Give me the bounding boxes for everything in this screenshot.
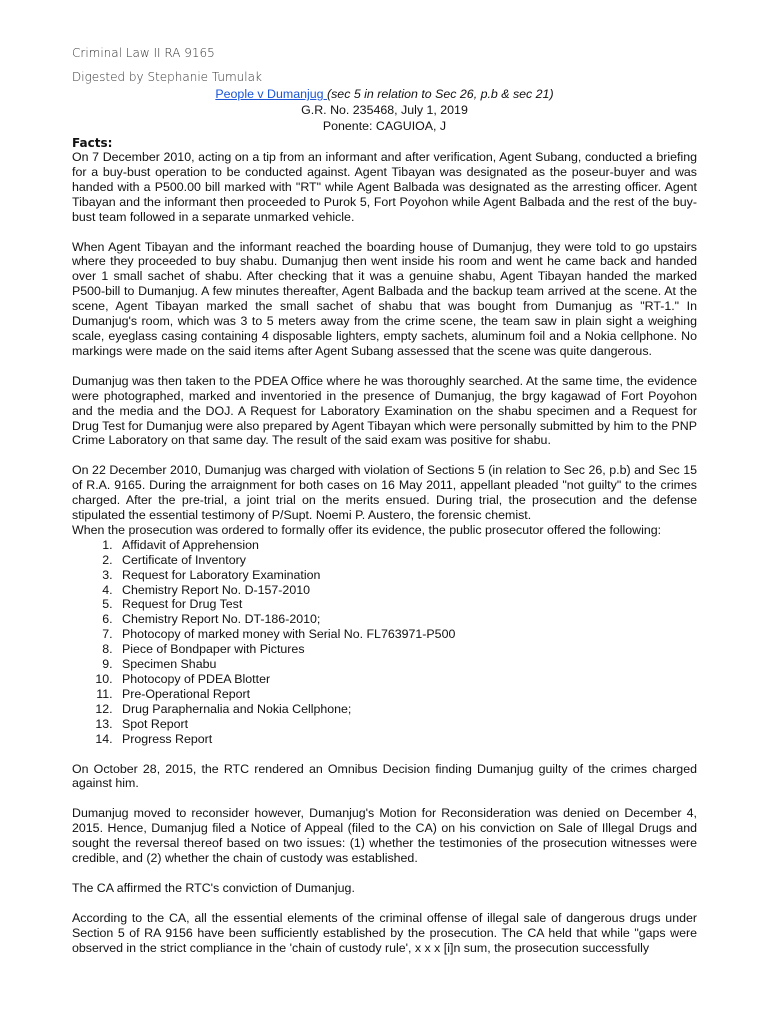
facts-paragraph-5: When the prosecution was ordered to formally offer its evidence, the public prosecutor offered the following:: [72, 522, 662, 537]
evidence-list: [72, 538, 697, 747]
list-item: 11. Pre-Operational Report: [116, 687, 697, 702]
facts-paragraph-2: When Agent Tibayan and the informant reached the boarding house of Dumanjug, they were told to go upstairs where they proceeded to buy shabu. Dumanjug then went inside his room and went he came back and handed over 1 small sachet of shabu. After checking that it was a genuine shabu, Agent Tibayan handed the marked P500-bill to Dumanjug. A few minutes thereafter, Agent Balbada and the backup team arrived at the scene. At the scene, Agent Tibayan marked the small sachet of shabu that was bought from Dumanjug as "RT-1." In Dumanjug's room, which was 3 to 5 meters away from the crime scene, the team saw in plain sight a weighing scale, eyeglass casing containing 4 disposable lighters, empty sachets, aluminum foil and a Nokia cellphone. No markings were made on the said items after Agent Subang assessed that the scene was quite dangerous.: [72, 239, 697, 358]
list-item: 1. Affidavit of Apprehension: [116, 538, 697, 553]
list-item: 4. Chemistry Report No. D-157-2010: [116, 583, 697, 598]
list-item: 5. Request for Drug Test: [116, 597, 697, 612]
list-item: 13. Spot Report: [116, 717, 697, 732]
facts-paragraph-3: Dumanjug was then taken to the PDEA Office where he was thoroughly searched. At the same time, the evidence were photographed, marked and inventoried in the presence of Dumanjug, the brgy kagawad of Fort Poyohon and the media and the DOJ. A Request for Laboratory Examination on the shabu specimen and a Request for Drug Test for Dumanjug were also prepared by Agent Tibayan which were personally submitted by him to the PNP Crime Laboratory on that same day. The result of the said exam was positive for shabu.: [72, 373, 697, 448]
list-item: 3. Request for Laboratory Examination: [116, 568, 697, 583]
case-ponente: Ponente: CAGUIOA, J: [322, 119, 447, 133]
facts-heading: Facts:: [72, 136, 113, 150]
list-item: 10. Photocopy of PDEA Blotter: [116, 672, 697, 687]
list-item: 7. Photocopy of marked money with Serial No. FL763971-P500: [116, 627, 697, 642]
case-gr-number: G.R. No. 235468, July 1, 2019: [301, 103, 468, 117]
facts-paragraph-1: On 7 December 2010, acting on a tip from an informant and after verification, Agent Subang, conducted a briefing for a buy-bust operation to be conducted against. Agent Tibayan was designated as the poseur-buyer and was handed with a P500.00 bill marked with "RT" while Agent Balbada was designated as the arresting officer. Agent Tibayan and the informant then proceeded to Purok 5, Fort Poyohon while Agent Balbada and the rest of the buy-bust team followed in a separate unmarked vehicle.: [72, 150, 697, 224]
list-item: 2. Certificate of Inventory: [116, 553, 697, 568]
list-item: 12. Drug Paraphernalia and Nokia Cellphone;: [116, 702, 697, 717]
list-item: 9. Specimen Shabu: [116, 657, 697, 672]
facts-paragraph-9: According to the CA, all the essential elements of the criminal offense of illegal sale of dangerous drugs under Section 5 of RA 9156 have been sufficiently established by the prosecution. The CA held that while "gaps were observed in the strict compliance in the 'chain of custody rule', x x x [i]n sum, the prosecution successfully: [72, 910, 697, 955]
list-item: 6. Chemistry Report No. DT-186-2010;: [116, 612, 697, 627]
digest-author: Digested by Stephanie Tumulak: [72, 70, 262, 84]
document-page: [72, 44, 697, 971]
list-item: 14. Progress Report: [116, 732, 697, 747]
case-title-line: [72, 86, 697, 102]
case-title-link[interactable]: People v Dumanjug: [215, 87, 327, 101]
facts-paragraph-4: On 22 December 2010, Dumanjug was charged with violation of Sections 5 (in relation to Sec 26, p.b) and Sec 15 of R.A. 9165. During the arraignment for both cases on 16 May 2011, appellant pleaded "not guilty" to the crimes charged. After the pre-trial, a joint trial on the merits ensued. During trial, the prosecution and the defense stipulated the essential testimony of P/Supt. Noemi P. Austero, the forensic chemist.: [72, 463, 697, 523]
course-title: Criminal Law II RA 9165: [72, 46, 215, 60]
case-sections-note: (sec 5 in relation to Sec 26, p.b & sec 21): [326, 87, 554, 101]
list-item: 8. Piece of Bondpaper with Pictures: [116, 642, 697, 657]
facts-paragraph-6: On October 28, 2015, the RTC rendered an Omnibus Decision finding Dumanjug guilty of the crimes charged against him.: [72, 761, 697, 791]
facts-paragraph-8: The CA affirmed the RTC's conviction of Dumanjug.: [72, 880, 355, 895]
facts-paragraph-7: Dumanjug moved to reconsider however, Dumanjug's Motion for Reconsideration was denied on December 4, 2015. Hence, Dumanjug filed a Notice of Appeal (filed to the CA) on his conviction on Sale of Illegal Drugs and sought the reversal thereof based on two issues: (1) whether the testimonies of the prosecution witnesses were credible, and (2) whether the chain of custody was established.: [72, 806, 697, 866]
